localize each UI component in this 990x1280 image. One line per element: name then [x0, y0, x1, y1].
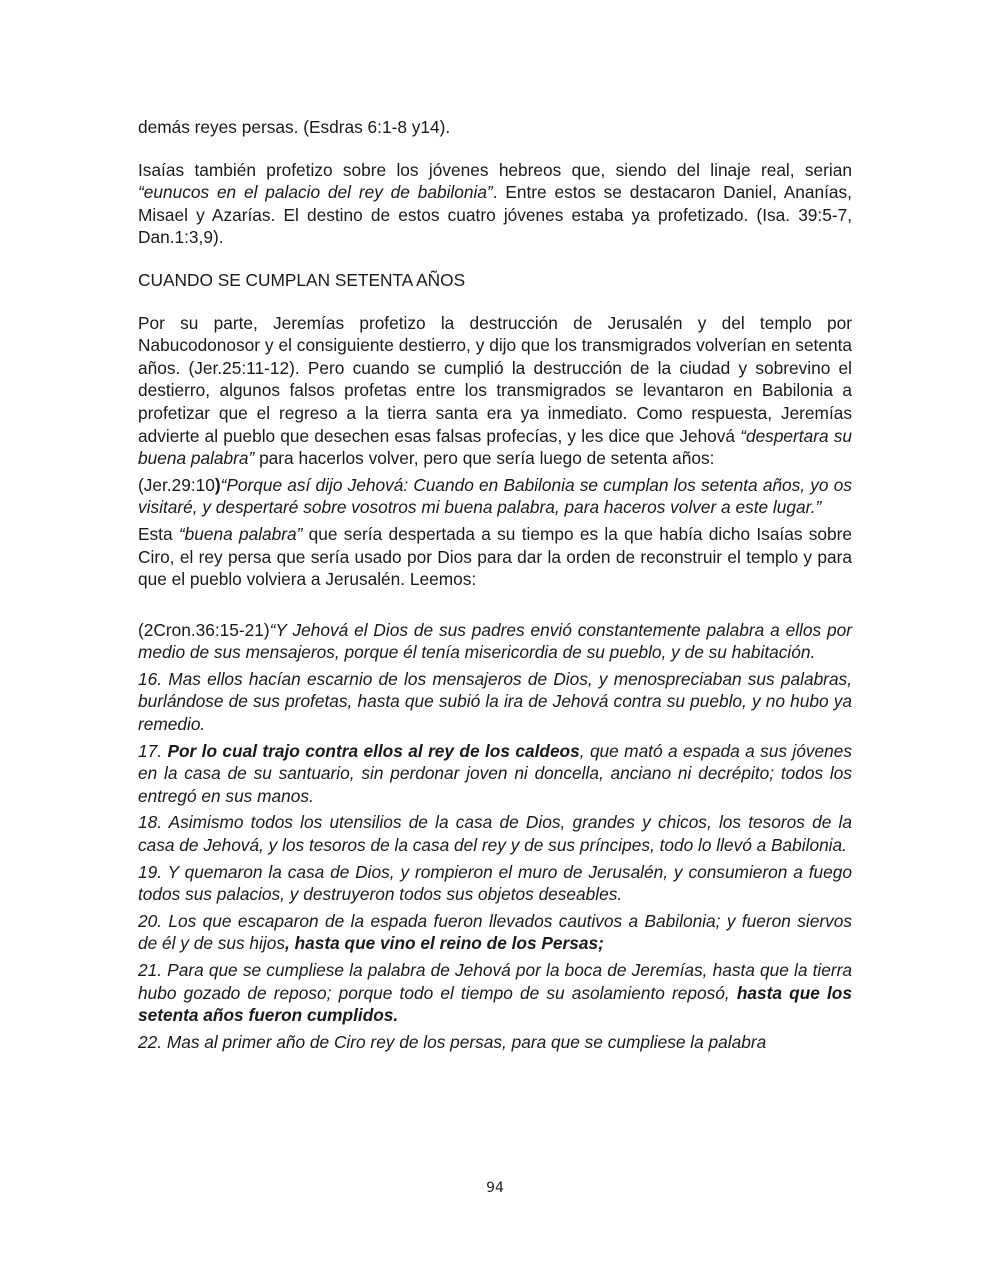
paragraph-buena-palabra: [138, 523, 852, 591]
quote-bold-italic: hasta que los setenta años fueron cumplidos.: [138, 982, 852, 1026]
quote-italic: “eunucos en el palacio del rey de babilonia”: [138, 182, 493, 203]
page-number: 94: [486, 1180, 504, 1196]
paragraph-jeremias: [138, 312, 852, 470]
paragraph-isaias: [138, 159, 852, 249]
quote-italic: 19. Y quemaron la casa de Dios, y rompieron el muro de Jerusalén, y consumieron a fuego todos sus palacios, y destruyeron todos sus objetos deseables.: [138, 861, 852, 905]
quote-italic: “despertara su buena palabra”: [138, 425, 852, 469]
verse-19: [138, 861, 852, 906]
quote-italic: 16. Mas ellos hacían escarnio de los mensajeros de Dios, y menospreciaban sus palabras, burlándose de sus profetas, hasta que subió la ira de Jehová contra su pueblo, y no hubo ya remedio.: [138, 668, 852, 735]
quote-italic: “Y Jehová el Dios de sus padres envió constantemente palabra a ellos por medio de sus mensajeros, porque él tenía misericordia de su pueblo, y de su habitación.: [138, 619, 852, 663]
reference-paren: ): [214, 474, 221, 495]
verse-reference: (Jer.29:10: [138, 474, 215, 495]
quote-italic: , que mató a espada a sus jóvenes en la casa de su santuario, sin perdonar joven ni doncella, anciano ni decrépito; todos los entregó en sus manos.: [138, 740, 852, 806]
document-body: [138, 116, 852, 1053]
quote-jer-29-10: [138, 474, 852, 519]
text: . Entre estos se destacaron Daniel, Ananías, Misael y Azarías. El destino de estos cuatro jóvenes estaba ya profetizado. (Isa. 39:5-7, Dan.1:3,9).: [138, 182, 852, 248]
quote-italic: 18. Asimismo todos los utensilios de la casa de Dios, grandes y chicos, los tesoros de la casa de Jehová, y los tesoros de la casa del rey y de sus príncipes, todo lo llevó a Babilonia.: [138, 812, 852, 856]
verse-17: [138, 740, 852, 808]
verse-16: [138, 668, 852, 736]
quote-italic: “Porque así dijo Jehová: Cuando en Babilonia se cumplan los setenta años, yo os visitaré, y despertaré sobre vosotros mi buena palabra, para haceros volver a este lugar.”: [138, 474, 852, 518]
text: Esta: [138, 523, 179, 544]
text: demás reyes persas. (Esdras 6:1-8 y14).: [138, 117, 451, 137]
verse-20: [138, 910, 852, 955]
verse-22: [138, 1031, 852, 1054]
text: para hacerlos volver, pero que sería luego de setenta años:: [254, 448, 715, 469]
text: que sería despertada a su tiempo es la que había dicho Isaías sobre Ciro, el rey persa que sería usado por Dios para dar la orden de reconstruir el templo y para que el pueblo volviera a Jerusalén. Leemos:: [138, 523, 853, 590]
quote-italic: 17.: [138, 740, 168, 761]
verse-18: [138, 811, 852, 856]
quote-bold-italic: Por lo cual trajo contra ellos al rey de los caldeos: [167, 740, 580, 761]
verse-reference: (2Cron.36:15-21): [138, 619, 270, 640]
quote-italic: 22. Mas al primer año de Ciro rey de los persas, para que se cumpliese la palabra: [138, 1031, 767, 1052]
quote-bold-italic: , hasta que vino el reino de los Persas;: [284, 933, 604, 954]
section-heading: [138, 269, 852, 292]
quote-italic: 21. Para que se cumpliese la palabra de Jehová por la boca de Jeremías, hasta que la tierra hubo gozado de reposo; porque todo el tiempo de su asolamiento reposó,: [138, 960, 852, 1003]
text: Por su parte, Jeremías profetizo la destrucción de Jerusalén y del templo por Nabucodonosor y el consiguiente destierro, y dijo que los transmigrados volverían en setenta años. (Jer.25:11-12). Pero cuando se cumplió la destrucción de la ciudad y sobrevino el destierro, algunos falsos profetas entre los transmigrados se levantaron en Babilonia a profetizar que el regreso a la tierra santa era ya inmediato. Como respuesta, Jeremías advierte al pueblo que desechen esas falsas profecías, y les dice que Jehová: [138, 312, 852, 446]
heading-text: CUANDO SE CUMPLAN SETENTA AÑOS: [138, 269, 466, 290]
verse-15: [138, 619, 852, 664]
paragraph-esdras: [138, 116, 852, 139]
quote-italic: “buena palabra”: [178, 523, 303, 544]
text: Isaías también profetizo sobre los jóvenes hebreos que, siendo del linaje real, serian: [138, 159, 852, 180]
quote-italic: 20. Los que escaparon de la espada fueron llevados cautivos a Babilonia; y fueron siervos de él y de sus hijos: [138, 910, 852, 954]
verse-21: [138, 959, 852, 1027]
